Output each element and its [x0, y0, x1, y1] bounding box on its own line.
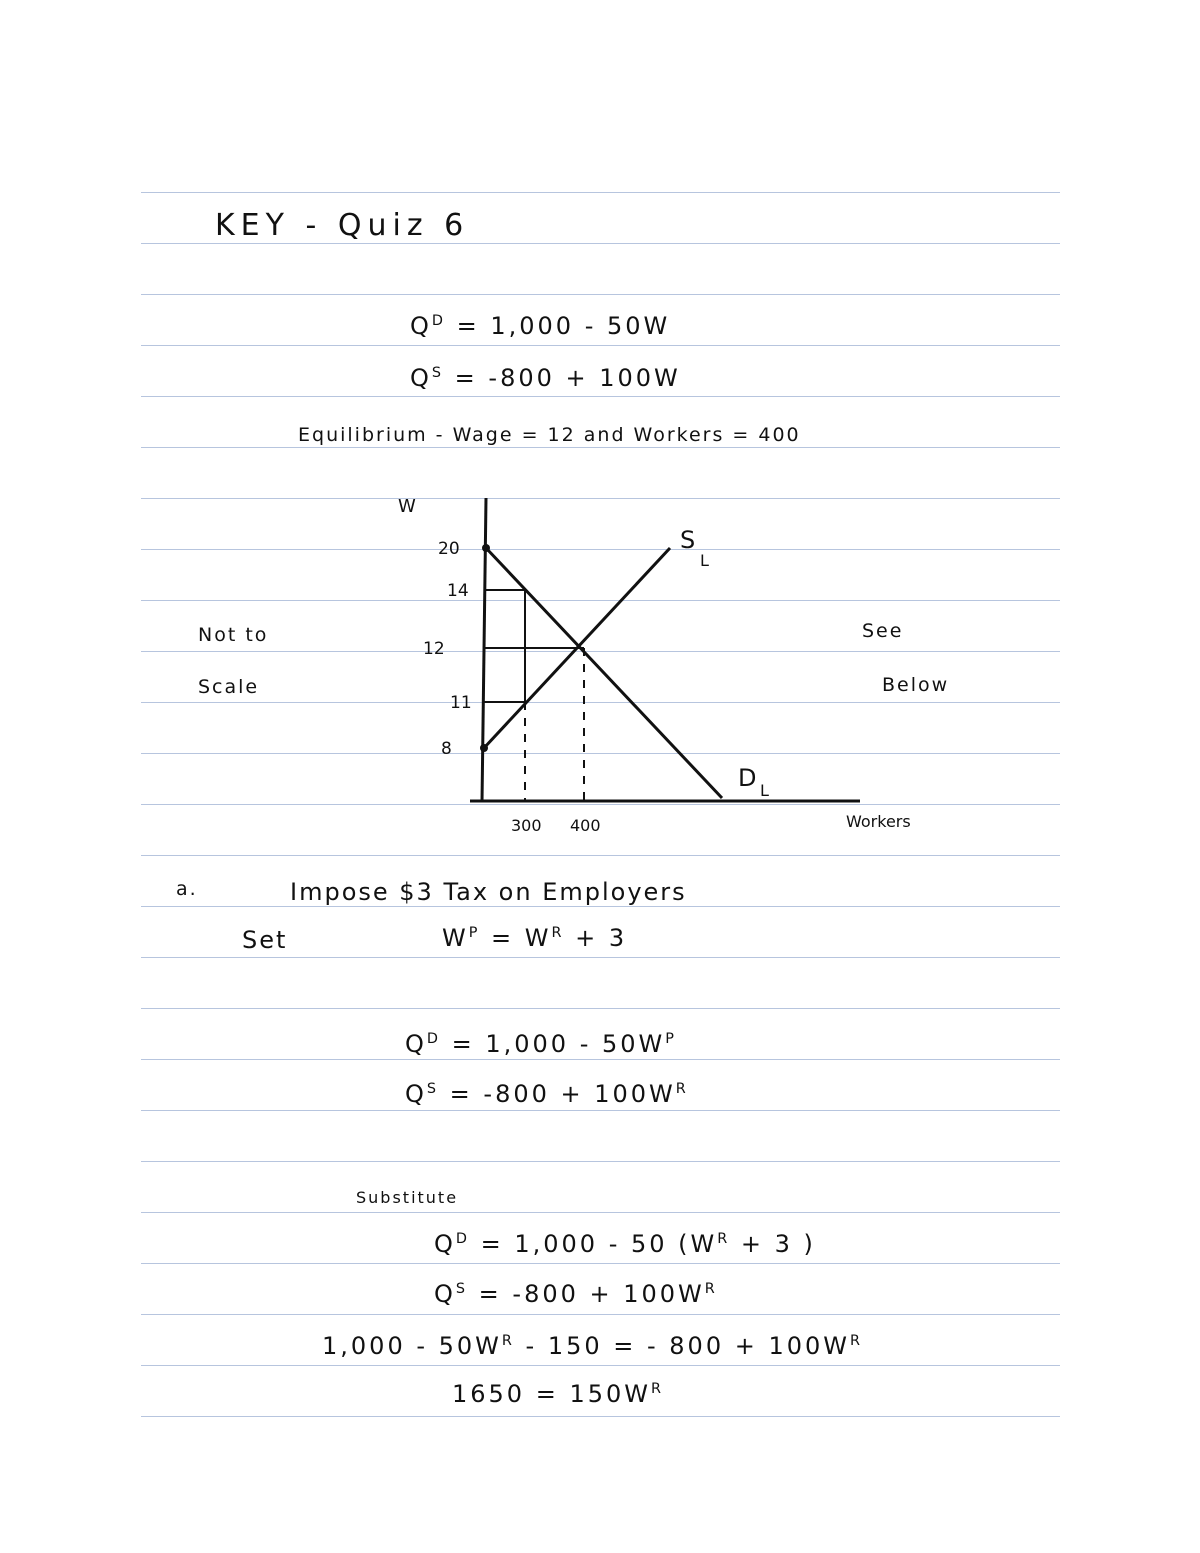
set-equation [442, 924, 627, 952]
demand-intercept-dot [482, 544, 490, 552]
set-eq-sup2: R [551, 925, 565, 941]
demand-eq2-text: = 1,000 - 50W [451, 1030, 666, 1058]
subst-line3-sup: R [501, 1333, 515, 1349]
subst-supply-sup: R [704, 1281, 718, 1297]
subst-line4: 1650 = 150W [452, 1380, 651, 1408]
page-title: KEY - Quiz 6 [215, 208, 470, 243]
set-label: Set [242, 926, 288, 954]
supply-curve-subscript: L [700, 551, 709, 570]
x-tick-label: 300 [511, 816, 542, 835]
chart-ylabel: W [398, 496, 416, 517]
demand-curve-subscript: L [760, 781, 769, 800]
substitute-demand: $Q^D = 1,000 - 50$ ($W^R + 3$ ) [434, 1230, 816, 1258]
demand-curve-label: D [738, 764, 757, 792]
substitute-combined [322, 1332, 863, 1360]
supply-eq2-sup: R [675, 1081, 689, 1097]
demand-equation: $Q^D = 1,000 - 50W$ [410, 312, 671, 340]
subst-line4-sup: R [650, 1381, 664, 1397]
demand-equation-2: $Q^D = 1,000 - 50W^P$ [405, 1030, 677, 1058]
not-to-label: Not to [198, 624, 269, 646]
subst-line3: 1,000 - 50W [322, 1332, 502, 1360]
supply-intercept-dot [480, 744, 488, 752]
scale-label: Scale [198, 676, 260, 698]
subst-demand-end: + 3 ) [740, 1230, 816, 1258]
y-tick-label: 14 [447, 581, 469, 601]
supply-equation: $Q^S = -800 + 100W$ [410, 364, 681, 392]
set-eq-w: W [442, 924, 469, 952]
y-tick-label: 11 [450, 693, 472, 713]
see-label: See [862, 620, 904, 642]
subst-line3-mid: - 150 = - 800 + 100W [514, 1332, 851, 1360]
set-eq-sup: P [468, 925, 481, 941]
subst-supply-text: = -800 + 100W [478, 1280, 705, 1308]
supply-equation-2: $Q^S = -800 + 100W^R$ [405, 1080, 689, 1108]
y-axis [482, 498, 486, 802]
demand-equation-text: = 1,000 - 50W [456, 312, 671, 340]
y-tick-label: 8 [441, 739, 452, 759]
demand-curve [486, 548, 722, 798]
supply-equation-text: = -800 + 100W [454, 364, 681, 392]
part-a-label: a. [176, 878, 198, 900]
subst-line3-sup2: R [850, 1333, 864, 1349]
part-a-heading: Impose $3 Tax on Employers [290, 878, 687, 906]
chart-xlabel: Workers [846, 812, 911, 831]
substitute-supply: $Q^S = -800 + 100W^R$ [434, 1280, 718, 1308]
supply-curve-label: S [680, 526, 696, 554]
substitute-result [452, 1380, 664, 1408]
y-tick-label: 20 [438, 539, 460, 559]
x-tick-label: 400 [570, 816, 601, 835]
set-eq-rest: = W [480, 924, 552, 952]
subst-demand-sup: R [717, 1231, 731, 1247]
equilibrium-line: Equilibrium - Wage = 12 and Workers = 400 [298, 424, 801, 446]
substitute-label: Substitute [356, 1188, 459, 1207]
y-tick-label: 12 [423, 639, 445, 659]
supply-eq2-text: = -800 + 100W [449, 1080, 676, 1108]
below-label: Below [882, 674, 950, 696]
subst-demand-text: = 1,000 - 50 (W [480, 1230, 718, 1258]
chart-marks [423, 526, 769, 835]
set-eq-end: + 3 [564, 924, 628, 952]
demand-eq2-sup: P [665, 1031, 677, 1047]
